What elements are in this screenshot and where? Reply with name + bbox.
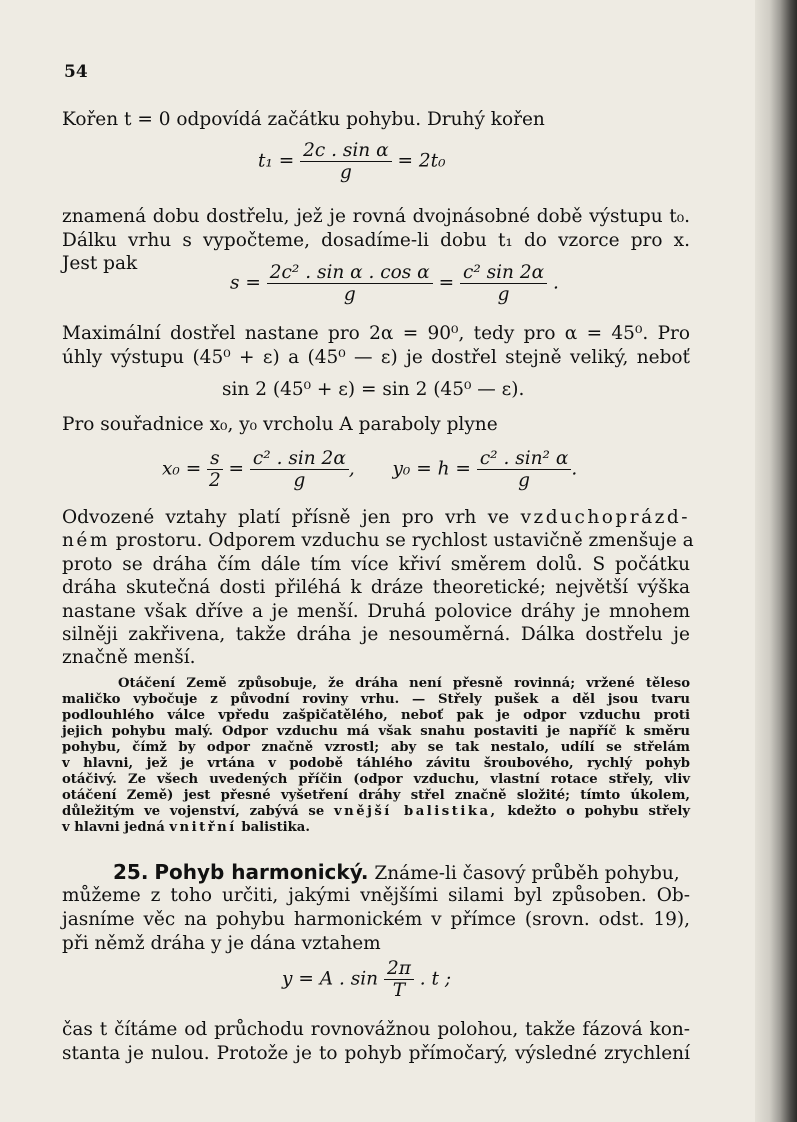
text-line: při němž dráha y je dána vztahem xyxy=(62,933,381,954)
text-line: Kořen t = 0 odpovídá začátku pohybu. Druhý kořen xyxy=(62,109,545,130)
page-binding-shadow xyxy=(755,0,797,1122)
text-line: ném prostoru. Odporem vzduchu se rychlost ustavičně zmenšuje a xyxy=(62,530,694,551)
text-line: Dálku vrhu s vypočteme, dosadíme-li dobu t₁ do vzorce pro x. xyxy=(62,230,690,251)
text-line: úhly výstupu (45⁰ + ε) a (45⁰ — ε) je dostřel stejně veliký, neboť xyxy=(62,347,690,368)
section-heading-line: 25. Pohyb harmonický. Známe-li časový průběh pohybu, xyxy=(113,860,680,884)
note-line: maličko vybočuje z původní roviny vrhu. — Střely pušek a děl jsou tvaru xyxy=(62,692,690,707)
text-line: můžeme z toho určiti, jakými vnějšími silami byl způsoben. Ob- xyxy=(62,885,690,906)
page-number: 54 xyxy=(64,62,88,82)
text-line: stanta je nulou. Protože je to pohyb přímočarý, výsledné zrychlení xyxy=(62,1043,690,1064)
equation-t1: t₁ = $\frac{\text{2c . sin α}}{g}$ = 2t₀ xyxy=(258,140,446,183)
text-line: silněji zakřivena, takže dráha je nesouměrná. Dálka dostřelu je xyxy=(62,624,690,645)
note-line: jejich pohybu malý. Odpor vzduchu má však snahu postaviti je napříč k směru xyxy=(62,724,690,739)
section-number: 25. xyxy=(113,860,149,884)
text-line: Odvozené vztahy platí přísně jen pro vrh ve vzduchoprázd- xyxy=(62,507,690,528)
equation-harmonic: y = A . sin $\frac{2\pi}{T}$ . t ; xyxy=(282,958,452,1001)
note-line: důležitým ve vojenství, zabývá se vnější balistika, kdežto o pohybu střely xyxy=(62,804,691,819)
equation-vertex: x₀ = $\frac{s}{2}$ = $\frac{\text{c² . sin 2α}}{g}$ , y₀ = h = $\frac{\text{c² . sin² α}}{g}$ . xyxy=(162,448,578,491)
text-line: proto se dráha čím dále tím více křiví směrem dolů. S počátku xyxy=(62,554,690,575)
note-line: Otáčení Země způsobuje, že dráha není přesně rovinná; vržené těleso xyxy=(118,676,690,691)
note-line: podlouhlého válce vpředu zašpičatělého, neboť pak je odpor vzduchu proti xyxy=(62,708,690,723)
text-line: Jest pak xyxy=(62,253,138,274)
section-title: Pohyb harmonický. xyxy=(154,860,369,884)
text-line: Pro souřadnice x₀, y₀ vrcholu A paraboly plyne xyxy=(62,414,498,435)
note-line: v hlavni jedná vnitřní balistika. xyxy=(62,820,310,835)
text-line: značně menší. xyxy=(62,647,196,668)
note-line: otáčivý. Ze všech uvedených příčin (odpor vzduchu, vlastní rotace střely, vliv xyxy=(62,772,690,787)
equation-symmetry: sin 2 (45⁰ + ε) = sin 2 (45⁰ — ε). xyxy=(222,379,525,400)
equation-range: s = $\frac{\text{2c² . sin α . cos α}}{g}$ = $\frac{\text{c² sin 2α}}{g}$ . xyxy=(230,262,559,305)
text-line: znamená dobu dostřelu, jež je rovná dvojnásobné době výstupu t₀. xyxy=(62,206,690,227)
note-line: v hlavni, jež je vrtána v podobě táhlého závitu šroubového, rychlý pohyb xyxy=(62,756,690,771)
text-line: nastane však dříve a je menší. Druhá polovice dráhy je mnohem xyxy=(62,601,690,622)
text-line: čas t čítáme od průchodu rovnovážnou polohou, takže fázová kon- xyxy=(62,1019,690,1040)
text-line: jasníme věc na pohybu harmonickém v přímce (srovn. odst. 19), xyxy=(62,909,690,930)
text-line: Maximální dostřel nastane pro 2α = 90⁰, tedy pro α = 45⁰. Pro xyxy=(62,323,690,344)
note-line: otáčení Země) jest přesné vyšetření dráhy střel značně složité; tímto úkolem, xyxy=(62,788,690,803)
note-line: pohybu, čímž by odpor značně vzrostl; aby se tak nestalo, udílí se střelám xyxy=(62,740,690,755)
text-line: dráha skutečná dosti přiléhá k dráze theoretické; největší výška xyxy=(62,577,690,598)
